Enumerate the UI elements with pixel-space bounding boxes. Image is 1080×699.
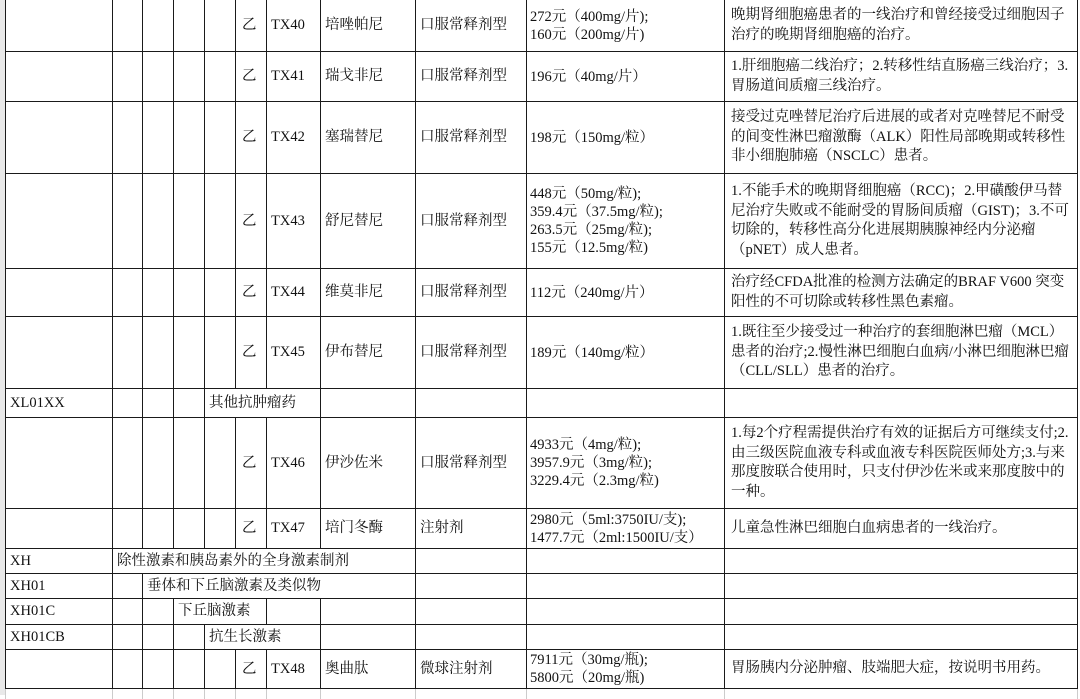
notes-cell: 儿童急性淋巴细胞白血病患者的一线治疗。 — [725, 509, 1078, 549]
drug-name-cell: 培唑帕尼 — [321, 0, 416, 52]
drug-row — [6, 317, 1078, 389]
dosage-form-cell: 口服常释剂型 — [416, 174, 527, 269]
empty-cell — [416, 574, 527, 599]
price-cell — [527, 625, 725, 650]
empty-cell — [174, 689, 205, 699]
category-code-cell — [6, 317, 113, 389]
category-label-cell: 除性激素和胰岛素外的全身激素制剂 — [113, 549, 416, 574]
drug-row — [6, 0, 1078, 52]
empty-cell — [113, 599, 143, 625]
drug-row — [6, 174, 1078, 269]
drug-class-cell: 乙 — [236, 509, 267, 549]
category-code-cell — [6, 418, 113, 509]
empty-cell — [174, 0, 205, 52]
empty-cell — [143, 418, 174, 509]
empty-cell — [143, 509, 174, 549]
dosage-form-cell: 口服常释剂型 — [416, 269, 527, 317]
empty-cell — [113, 0, 143, 52]
empty-cell — [174, 102, 205, 174]
drug-code-cell: TX47 — [267, 509, 321, 549]
drug-code-cell: TX43 — [267, 174, 321, 269]
notes-cell — [725, 625, 1078, 650]
category-label-cell: 垂体和下丘脑激素及类似物 — [143, 574, 416, 599]
empty-cell — [143, 689, 174, 699]
empty-cell — [416, 689, 527, 699]
empty-cell — [143, 52, 174, 102]
drug-class-cell: 乙 — [236, 0, 267, 52]
empty-cell — [236, 689, 267, 699]
category-code-cell: XH01CB — [6, 625, 113, 650]
notes-cell — [725, 574, 1078, 599]
empty-cell — [205, 0, 236, 52]
price-cell — [527, 418, 725, 509]
empty-cell — [205, 102, 236, 174]
drug-catalog-table — [5, 0, 1078, 699]
dosage-form-cell: 口服常释剂型 — [416, 317, 527, 389]
empty-cell — [527, 689, 725, 699]
empty-cell — [113, 317, 143, 389]
price-cell — [527, 0, 725, 52]
price-cell — [527, 269, 725, 317]
empty-cell — [725, 689, 1078, 699]
price-line: 196元（40mg/片） — [530, 68, 647, 85]
category-code-cell — [6, 509, 113, 549]
drug-name-cell: 伊布替尼 — [321, 317, 416, 389]
category-code-cell — [6, 650, 113, 689]
drug-name-cell: 伊沙佐米 — [321, 418, 416, 509]
empty-cell — [174, 52, 205, 102]
notes-cell — [725, 389, 1078, 418]
category-row — [6, 625, 1078, 650]
price-cell — [527, 599, 725, 625]
empty-cell — [143, 0, 174, 52]
price-line: 272元（400mg/片); — [530, 8, 649, 25]
empty-cell — [113, 52, 143, 102]
price-cell — [527, 102, 725, 174]
empty-cell — [174, 174, 205, 269]
empty-cell — [143, 625, 174, 650]
price-line: 160元（200mg/片) — [530, 26, 645, 43]
empty-cell — [113, 509, 143, 549]
empty-cell — [174, 389, 205, 418]
empty-cell — [416, 549, 527, 574]
price-line: 2980元（5ml:3750IU/支); — [530, 511, 687, 528]
category-code-cell: XH01 — [6, 574, 113, 599]
category-code-cell — [6, 0, 113, 52]
empty-cell — [143, 389, 174, 418]
empty-cell — [174, 650, 205, 689]
empty-cell — [143, 269, 174, 317]
category-row — [6, 599, 1078, 625]
drug-name-cell: 舒尼替尼 — [321, 174, 416, 269]
empty-cell — [113, 418, 143, 509]
drug-code-cell: TX42 — [267, 102, 321, 174]
notes-cell — [725, 549, 1078, 574]
category-label-cell: 抗生长激素 — [205, 625, 321, 650]
notes-cell: 1.肝细胞癌二线治疗；2.转移性结直肠癌三线治疗；3.胃肠道间质瘤三线治疗。 — [725, 52, 1078, 102]
empty-cell — [113, 689, 143, 699]
notes-cell: 胃肠胰内分泌肿瘤、肢端肥大症，按说明书用药。 — [725, 650, 1078, 689]
drug-class-cell: 乙 — [236, 52, 267, 102]
empty-cell — [205, 689, 236, 699]
drug-class-cell: 乙 — [236, 317, 267, 389]
empty-cell — [174, 269, 205, 317]
price-line: 1477.7元（2ml:1500IU/支） — [530, 529, 703, 546]
notes-cell — [725, 599, 1078, 625]
drug-row — [6, 52, 1078, 102]
empty-cell — [143, 317, 174, 389]
drug-row — [6, 418, 1078, 509]
empty-cell — [174, 509, 205, 549]
dosage-form-cell: 口服常释剂型 — [416, 0, 527, 52]
empty-cell — [416, 389, 527, 418]
category-row — [6, 574, 1078, 599]
price-cell — [527, 389, 725, 418]
price-line: 359.4元（37.5mg/粒); — [530, 204, 663, 220]
category-code-cell — [6, 174, 113, 269]
empty-cell — [113, 650, 143, 689]
price-line: 155元（12.5mg/粒) — [530, 240, 649, 256]
empty-cell — [143, 102, 174, 174]
dosage-form-cell: 口服常释剂型 — [416, 418, 527, 509]
empty-cell — [205, 269, 236, 317]
price-cell — [527, 317, 725, 389]
dosage-form-cell: 微球注射剂 — [416, 650, 527, 689]
drug-class-cell: 乙 — [236, 269, 267, 317]
price-line: 4933元（4mg/粒); — [530, 437, 642, 453]
drug-code-cell: TX45 — [267, 317, 321, 389]
drug-row — [6, 509, 1078, 549]
price-line: 263.5元（25mg/粒); — [530, 222, 653, 238]
empty-cell — [174, 317, 205, 389]
category-code-cell — [6, 102, 113, 174]
drug-name-cell: 培门冬酶 — [321, 509, 416, 549]
notes-cell: 晚期肾细胞癌患者的一线治疗和曾经接受过细胞因子治疗的晚期肾细胞癌的治疗。 — [725, 0, 1078, 52]
drug-code-cell: TX46 — [267, 418, 321, 509]
price-cell — [527, 650, 725, 689]
empty-cell — [143, 174, 174, 269]
dosage-form-cell: 注射剂 — [416, 509, 527, 549]
empty-cell — [321, 625, 416, 650]
category-code-cell — [6, 52, 113, 102]
empty-cell — [416, 599, 527, 625]
drug-class-cell: 乙 — [236, 418, 267, 509]
price-line: 3229.4元（2.3mg/粒) — [530, 473, 659, 489]
empty-cell — [267, 689, 321, 699]
notes-cell: 1.既往至少接受过一种治疗的套细胞淋巴瘤（MCL）患者的治疗;2.慢性淋巴细胞白血病/小淋巴细胞淋巴瘤（CLL/SLL）患者的治疗。 — [725, 317, 1078, 389]
notes-cell: 1.每2个疗程需提供治疗有效的证据后方可继续支付;2.由三级医院血液专科或血液专科医院医师处方;3.与来那度胺联合使用时，只支付伊沙佐米或来那度胺中的一种。 — [725, 418, 1078, 509]
empty-cell — [321, 599, 416, 625]
empty-cell — [113, 574, 143, 599]
empty-cell — [174, 625, 205, 650]
dosage-form-cell: 口服常释剂型 — [416, 102, 527, 174]
category-label-cell: 其他抗肿瘤药 — [205, 389, 321, 418]
category-code-cell — [6, 269, 113, 317]
empty-cell — [416, 625, 527, 650]
drug-name-cell: 瑞戈非尼 — [321, 52, 416, 102]
category-code-cell: XH01C — [6, 599, 113, 625]
price-line: 112元（240mg/片） — [530, 284, 654, 301]
drug-code-cell: TX41 — [267, 52, 321, 102]
drug-name-cell: 维莫非尼 — [321, 269, 416, 317]
empty-cell — [113, 389, 143, 418]
empty-cell — [113, 269, 143, 317]
empty-cell — [6, 689, 113, 699]
price-line: 5800元（20mg/瓶) — [530, 670, 645, 686]
drug-row — [6, 650, 1078, 689]
empty-cell — [205, 418, 236, 509]
drug-class-cell: 乙 — [236, 174, 267, 269]
price-cell — [527, 52, 725, 102]
drug-class-cell: 乙 — [236, 650, 267, 689]
category-code-cell: XL01XX — [6, 389, 113, 418]
drug-code-cell: TX48 — [267, 650, 321, 689]
drug-code-cell: TX40 — [267, 0, 321, 52]
drug-row — [6, 102, 1078, 174]
price-line: 7911元（30mg/瓶); — [530, 652, 648, 668]
price-cell — [527, 549, 725, 574]
price-cell — [527, 574, 725, 599]
empty-cell — [113, 625, 143, 650]
category-row — [6, 389, 1078, 418]
category-row — [6, 549, 1078, 574]
price-line: 448元（50mg/粒); — [530, 186, 642, 202]
empty-cell — [205, 650, 236, 689]
price-cell — [527, 174, 725, 269]
empty-cell — [205, 174, 236, 269]
empty-cell — [205, 509, 236, 549]
drug-code-cell: TX44 — [267, 269, 321, 317]
empty-cell — [321, 389, 416, 418]
drug-name-cell: 塞瑞替尼 — [321, 102, 416, 174]
dosage-form-cell: 口服常释剂型 — [416, 52, 527, 102]
category-code-cell: XH — [6, 549, 113, 574]
empty-cell — [321, 689, 416, 699]
notes-cell: 接受过克唑替尼治疗后进展的或者对克唑替尼不耐受的间变性淋巴瘤激酶（ALK）阳性局部晚期或转移性非小细胞肺癌（NSCLC）患者。 — [725, 102, 1078, 174]
price-line: 3957.9元（3mg/粒); — [530, 455, 653, 471]
price-line: 198元（150mg/粒） — [530, 129, 655, 146]
drug-name-cell: 奥曲肽 — [321, 650, 416, 689]
empty-cell — [113, 174, 143, 269]
empty-cell — [267, 599, 321, 625]
empty-cell — [174, 418, 205, 509]
empty-cell — [143, 599, 174, 625]
empty-cell — [205, 317, 236, 389]
price-line: 189元（140mg/粒） — [530, 344, 655, 361]
empty-cell — [205, 52, 236, 102]
category-label-cell: 下丘脑激素 — [174, 599, 267, 625]
notes-cell: 治疗经CFDA批准的检测方法确定的BRAF V600 突变阳性的不可切除或转移性黑色素瘤。 — [725, 269, 1078, 317]
drug-row — [6, 269, 1078, 317]
empty-cell — [113, 102, 143, 174]
price-cell — [527, 509, 725, 549]
notes-cell: 1.不能手术的晚期肾细胞癌（RCC)；2.甲磺酸伊马替尼治疗失败或不能耐受的胃肠间质瘤（GIST)；3.不可切除的，转移性高分化进展期胰腺神经内分泌瘤（pNET）成人患者。 — [725, 174, 1078, 269]
next-row-partial — [6, 689, 1078, 699]
empty-cell — [143, 650, 174, 689]
drug-class-cell: 乙 — [236, 102, 267, 174]
